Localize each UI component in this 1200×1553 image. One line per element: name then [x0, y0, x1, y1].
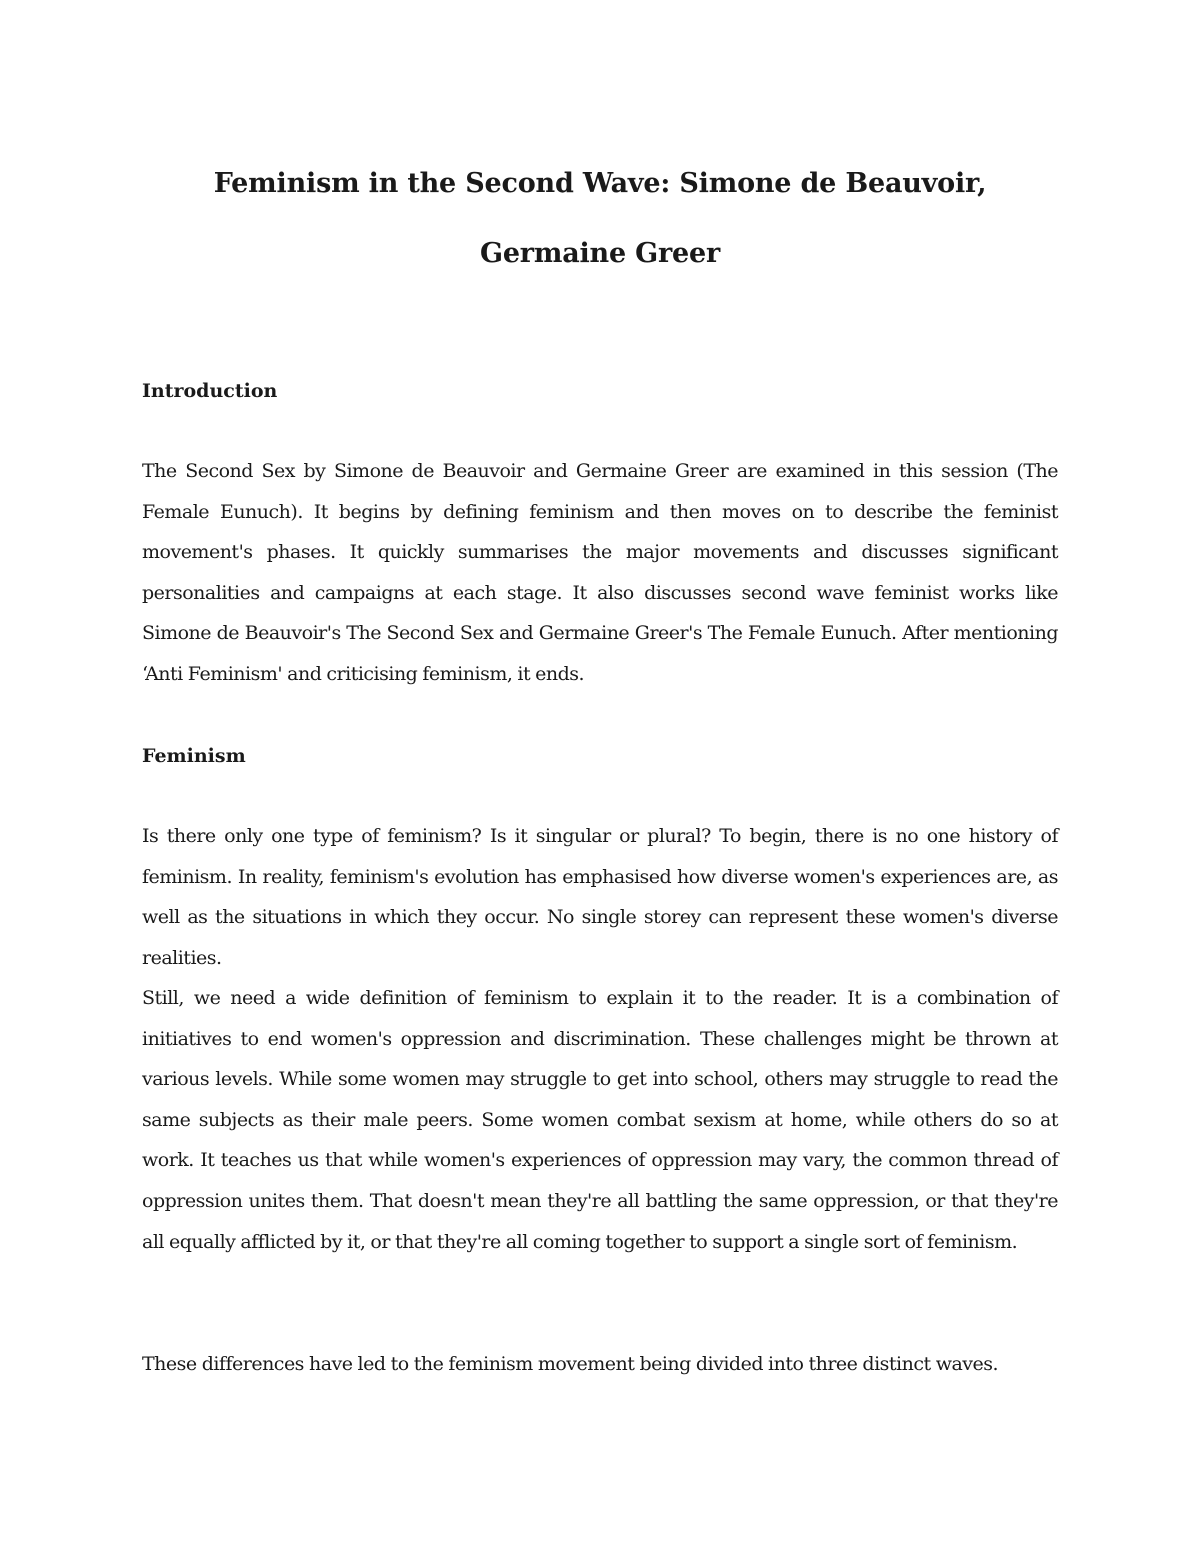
document-title-line-1: Feminism in the Second Wave: Simone de Beauvoir, — [213, 168, 987, 199]
document-title-line-2: Germaine Greer — [479, 238, 721, 269]
feminism-paragraph-2: Still, we need a wide definition of feminism to explain it to the reader. It is a combination of initiatives to end women's oppression and discrimination. These challenges might be thrown at various levels. While some women may struggle to get into school, others may struggle to read the same subjects as their male peers. Some women combat sexism at home, while others do so at work. It teaches us that while women's experiences of oppression may vary, the common thread of oppression unites them. That doesn't mean they're all battling the same oppression, or that they're all equally afflicted by it, or that they're all coming together to support a single sort of feminism. — [142, 987, 1058, 1253]
feminism-paragraph-3: These differences have led to the feminism movement being divided into three distinct waves. — [142, 1353, 999, 1375]
introduction-paragraph: The Second Sex by Simone de Beauvoir and Germaine Greer are examined in this session (The Female Eunuch). It begins by defining feminism and then moves on to describe the feminist movement's phases. It quickly summarises the major movements and discusses significant personalities and campaigns at each stage. It also discusses second wave feminist works like Simone de Beauvoir's The Second Sex and Germaine Greer's The Female Eunuch. After mentioning ‘Anti Feminism' and criticising feminism, it ends. — [142, 460, 1058, 685]
feminism-paragraph-1: Is there only one type of feminism? Is it singular or plural? To begin, there is no one history of feminism. In reality, feminism's evolution has emphasised how diverse women's experiences are, as well as the situations in which they occur. No single storey can represent these women's diverse realities. — [142, 825, 1058, 969]
section-heading-introduction: Introduction — [142, 380, 278, 402]
section-heading-feminism: Feminism — [142, 745, 246, 767]
